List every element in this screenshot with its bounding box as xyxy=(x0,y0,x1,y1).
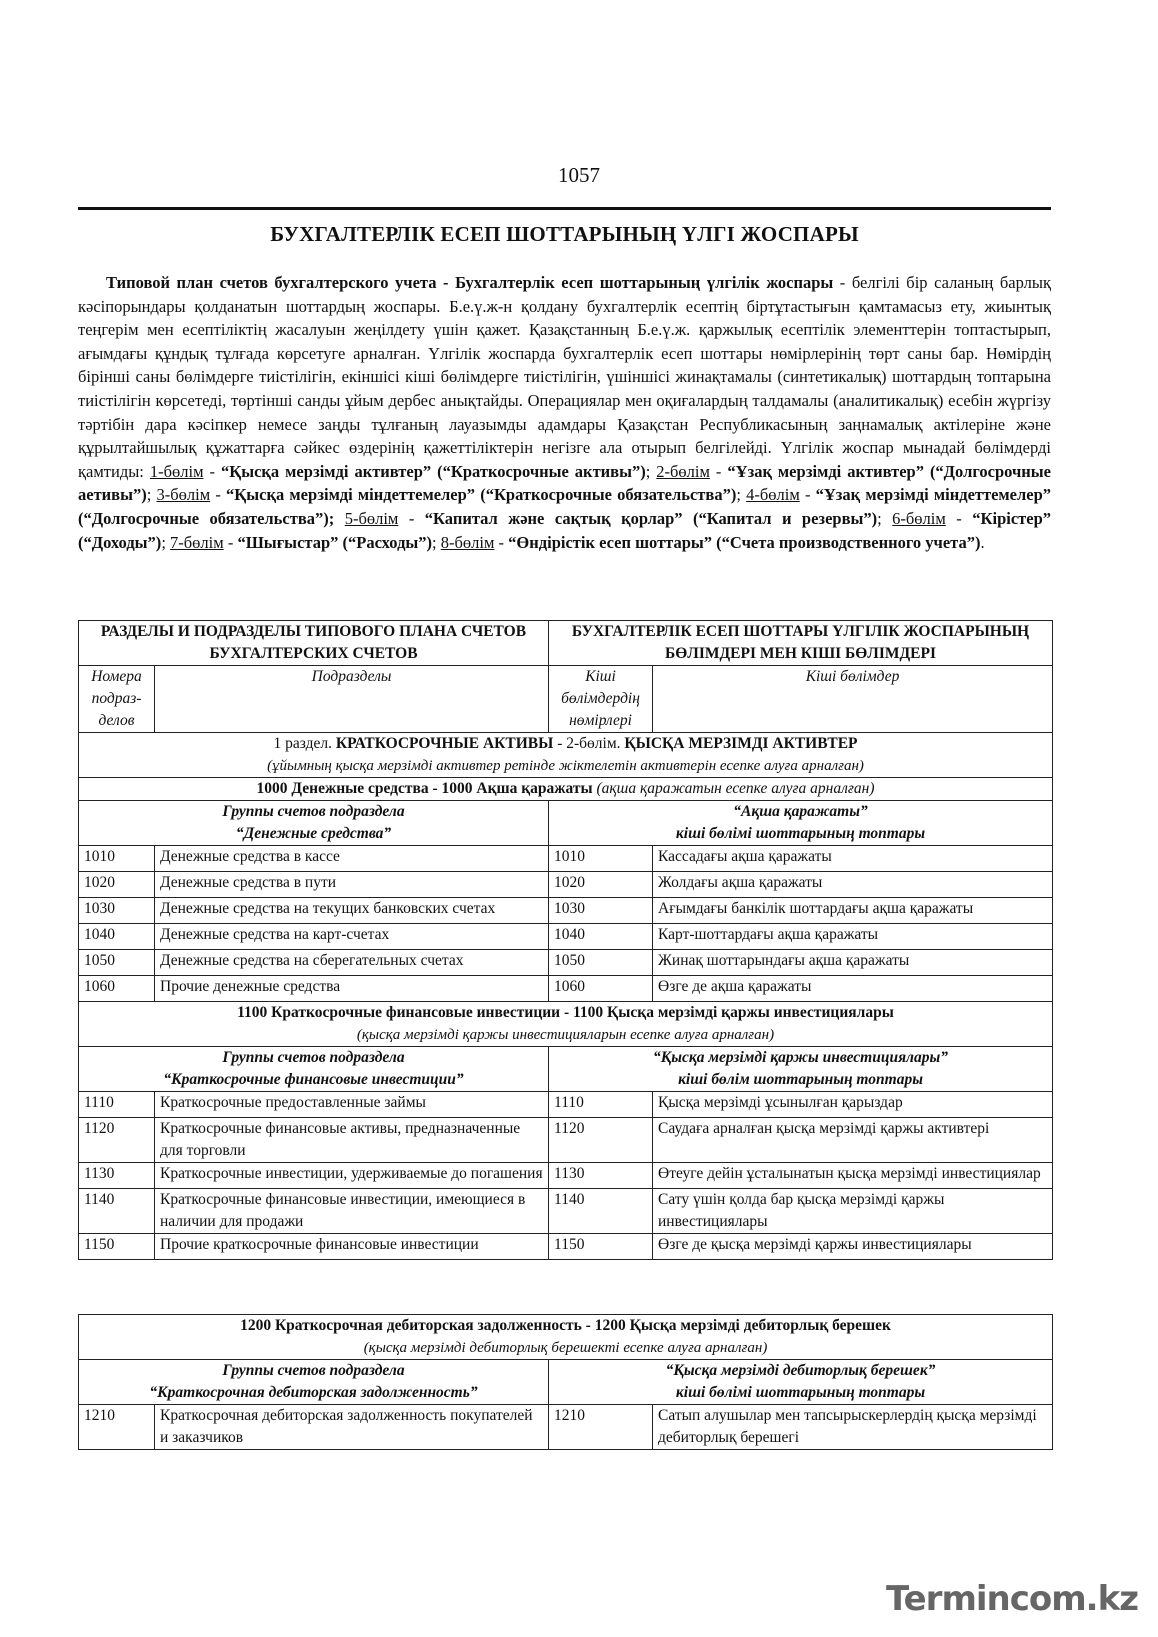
site-watermark-logo: Termincom.kz xyxy=(885,1579,1138,1619)
page-title: БУХГАЛТЕРЛІК ЕСЕП ШОТТАРЫНЫҢ ҮЛГІ ЖОСПАРЫ xyxy=(270,222,859,246)
account-number-kz: 1010 xyxy=(549,846,653,872)
col-name-ru: Подразделы xyxy=(155,666,549,733)
account-name-ru: Денежные средства на сберегательных счетах xyxy=(155,950,549,976)
group-subheading-ru: Группы счетов подраздела “Краткосрочная дебиторская задолженность” xyxy=(79,1360,549,1405)
section-link-2[interactable]: 2-бөлім xyxy=(656,461,710,481)
header-ru: РАЗДЕЛЫ И ПОДРАЗДЕЛЫ ТИПОВОГО ПЛАНА СЧЕТОВ БУХГАЛТЕРСКИХ СЧЕТОВ xyxy=(79,621,549,666)
account-number-ru: 1040 xyxy=(79,924,155,950)
account-number-kz: 1120 xyxy=(549,1118,653,1163)
group-heading-1200: 1200 Краткосрочная дебиторская задолженность - 1200 Қысқа мерзімді дебиторлық берешек (қысқа мерзімді дебиторлық берешекті есепке алуға арналған) xyxy=(79,1315,1053,1360)
account-name-ru: Краткосрочная дебиторская задолженность покупателей и заказчиков xyxy=(155,1405,549,1450)
table-row xyxy=(79,898,1053,924)
account-number-ru: 1210 xyxy=(79,1405,155,1450)
account-name-ru: Краткосрочные финансовые активы, предназначенные для торговли xyxy=(155,1118,549,1163)
account-name-kz: Жолдағы ақша қаражаты xyxy=(653,872,1053,898)
group-1100-rows xyxy=(79,1092,1053,1260)
account-name-kz: Жинақ шоттарындағы ақша қаражаты xyxy=(653,950,1053,976)
table-row xyxy=(79,1234,1053,1260)
section-heading: 1 раздел. КРАТКОСРОЧНЫЕ АКТИВЫ - 2-бөлім. ҚЫСҚА МЕРЗІМДІ АКТИВТЕР (ұйымның қысқа мерзімді активтер ретінде жіктелетін активтерін есепке алуға арналған) xyxy=(79,733,1053,778)
account-number-kz: 1210 xyxy=(549,1405,653,1450)
account-number-kz: 1110 xyxy=(549,1092,653,1118)
intro-paragraph: Типовой план счетов бухгалтерского учета - Бухгалтерлік есеп шоттарының үлгілік жоспары - белгілі бір саланың барлық кәсіпорындары қолданатын шоттардың жоспары. Б.е.ү.ж-н қолдану бухгалтерлік есептің біртұтастығын қамтамасыз ету, жиынтық теңгерім мен есептіліктің жасалуын жеңілдету үшін қажет. Қазақстанның Б.е.ү.ж. қаржылық есептілік элементтерін топтастырып, ағымдағы құндық тұлғада көрсетуге арналған. Үлгілік жоспарда бухгалтерлік есеп шоттары нөмірлерінің төрт саны бар. Нөмірдің бірінші саны бөлімдерге тиістілігін, екіншісі кіші бөлімдерге тиістілігін, үшіншісі жинақтамалы (синтетикалық) шоттардың топтарына тиістілігін көрсетеді, төртінші санды ұйым дербес анықтайды. Операциялар мен оқиғалардың талдамалы (аналитикалық) есебін жүргізу тәртібін дара кәсіпкер немесе заңды тұлғаның лауазымды адамдары Қазақстан Республикасының заңнамалық актілеріне және құрылтайшылық құжаттарға сәйкес өздерінің қажеттіліктерін негізге ала отырып белгілейді. Үлгілік жоспар мынадай бөлімдерді қамтиды: 1-бөлім - “Қысқа мерзімді активтер” (“Краткосрочные активы”); 2-бөлім - “Ұзақ мерзімді активтер” (“Долгосрочные аетивы”); 3-бөлім - “Қысқа мерзімді міндеттемелер” (“Краткосрочные обязательства”); 4-бөлім - “Ұзақ мерзімді міндеттемелер” (“Долгосрочные обязательства”); 5-бөлім - “Капитал және сақтық қорлар” (“Капитал и резервы”); 6-бөлім - “Кірістер” (“Доходы”); 7-бөлім - “Шығыстар” (“Расходы”); 8-бөлім - “Өндірістік есеп шоттары” (“Счета производственного учета”). xyxy=(78,273,1052,552)
section-link-5[interactable]: 5-бөлім xyxy=(344,508,399,528)
account-name-kz: Сатып алушылар мен тапсырыскерлердің қысқа мерзімді дебиторлық берешегі xyxy=(653,1405,1053,1450)
table-row xyxy=(79,950,1053,976)
account-number-kz: 1060 xyxy=(549,976,653,1002)
account-number-ru: 1130 xyxy=(79,1163,155,1189)
account-name-kz: Өзге де ақша қаражаты xyxy=(653,976,1053,1002)
account-name-ru: Денежные средства на карт-счетах xyxy=(155,924,549,950)
group-1000-rows xyxy=(79,846,1053,1002)
col-name-kz: Кіші бөлімдер xyxy=(653,666,1053,733)
table-row xyxy=(79,1118,1053,1163)
term-ru: Типовой план счетов бухгалтерского учета xyxy=(106,273,437,292)
account-name-ru: Краткосрочные предоставленные займы xyxy=(155,1092,549,1118)
account-name-kz: Өтеуге дейін ұсталынатын қысқа мерзімді инвестициялар xyxy=(653,1163,1053,1189)
account-number-kz: 1150 xyxy=(549,1234,653,1260)
account-number-ru: 1140 xyxy=(79,1189,155,1234)
table-row xyxy=(79,846,1053,872)
table-row xyxy=(79,1163,1053,1189)
table-row xyxy=(79,924,1053,950)
group-subheading-ru: Группы счетов подраздела “Краткосрочные финансовые инвестиции” xyxy=(79,1047,549,1092)
header-rule xyxy=(78,207,1051,210)
section-link-7[interactable]: 7-бөлім xyxy=(170,532,224,552)
col-num-kz: Кіші бөлімдердің нөмірлері xyxy=(549,666,653,733)
account-number-ru: 1020 xyxy=(79,872,155,898)
group-subheading-kz: “Қысқа мерзімді дебиторлық берешек” кіші бөлімі шоттарының топтары xyxy=(549,1360,1053,1405)
definition-text: - белгілі бір саланың барлық кәсіпорындары қолданатын шоттардың жоспары. Б.е.ү.ж-н қолдану бухгалтерлік есептің біртұтастығын қамтамасыз ету, жиынтық теңгерім мен есептіліктің жасалуын жеңілдету үшін қажет. Қазақстанның Б.е.ү.ж. қаржылық есептілік элементтерін топтастырып, ағымдағы құндық тұлғада көрсетуге арналған. Үлгілік жоспарда бухгалтерлік есеп шоттары нөмірлерінің төрт саны бар. Нөмірдің бірінші саны бөлімдерге тиістілігін, екіншісі кіші бөлімдерге тиістілігін, үшіншісі жинақтамалы (синтетикалық) шоттардың топтарына тиістілігін көрсетеді, төртінші санды ұйым дербес анықтайды. Операциялар мен оқиғалардың талдамалы (аналитикалық) есебін жүргізу тәртібін дара кәсіпкер немесе заңды тұлғаның лауазымды адамдары Қазақстан Республикасының заңнамалық актілеріне және құрылтайшылық құжаттарға сәйкес өздерінің қажеттіліктерін негізге ала отырып белгілейді. Үлгілік жоспар мынадай бөлімдерді қамтиды: xyxy=(78,273,1051,481)
section-link-8[interactable]: 8-бөлім xyxy=(440,532,495,552)
account-number-kz: 1040 xyxy=(549,924,653,950)
table-row xyxy=(79,1189,1053,1234)
account-name-ru: Денежные средства в пути xyxy=(155,872,549,898)
account-number-kz: 1030 xyxy=(549,898,653,924)
account-name-kz: Қысқа мерзімді ұсынылған қарыздар xyxy=(653,1092,1053,1118)
table-row xyxy=(79,872,1053,898)
section-link-6[interactable]: 6-бөлім xyxy=(892,508,946,528)
table-row xyxy=(79,1092,1053,1118)
account-name-kz: Сату үшін қолда бар қысқа мерзімді қаржы инвестициялары xyxy=(653,1189,1053,1234)
account-number-ru: 1150 xyxy=(79,1234,155,1260)
account-name-ru: Краткосрочные инвестиции, удерживаемые до погашения xyxy=(155,1163,549,1189)
account-name-kz: Кассадағы ақша қаражаты xyxy=(653,846,1053,872)
account-name-ru: Денежные средства в кассе xyxy=(155,846,549,872)
account-name-kz: Карт-шоттардағы ақша қаражаты xyxy=(653,924,1053,950)
section-link-4[interactable]: 4-бөлім xyxy=(746,485,800,505)
group-subheading-kz: “Қысқа мерзімді қаржы инвестициялары” кіші бөлім шоттарының топтары xyxy=(549,1047,1053,1092)
account-name-kz: Ағымдағы банкілік шоттардағы ақша қаражаты xyxy=(653,898,1053,924)
account-number-ru: 1050 xyxy=(79,950,155,976)
account-number-ru: 1010 xyxy=(79,846,155,872)
header-kz: БУХГАЛТЕРЛІК ЕСЕП ШОТТАРЫ ҮЛГІЛІК ЖОСПАРЫНЫҢ БӨЛІМДЕРІ МЕН КІШІ БӨЛІМДЕРІ xyxy=(549,621,1053,666)
group-subheading-ru: Группы счетов подраздела “Денежные средства” xyxy=(79,801,549,846)
account-name-kz: Саудаға арналған қысқа мерзімді қаржы активтері xyxy=(653,1118,1053,1163)
accounts-plan-table xyxy=(78,620,1053,1260)
account-name-ru: Краткосрочные финансовые инвестиции, имеющиеся в наличии для продажи xyxy=(155,1189,549,1234)
account-number-kz: 1050 xyxy=(549,950,653,976)
accounts-plan-table-continued xyxy=(78,1314,1053,1450)
group-1200-rows xyxy=(79,1405,1053,1450)
section-link-1[interactable]: 1-бөлім xyxy=(149,461,204,481)
table-row xyxy=(79,976,1053,1002)
page-number: 1057 xyxy=(558,163,600,187)
col-num-ru: Номера подраз-делов xyxy=(79,666,155,733)
account-name-ru: Прочие краткосрочные финансовые инвестиции xyxy=(155,1234,549,1260)
section-link-3[interactable]: 3-бөлім xyxy=(156,485,211,505)
account-number-ru: 1060 xyxy=(79,976,155,1002)
account-number-kz: 1130 xyxy=(549,1163,653,1189)
account-number-kz: 1140 xyxy=(549,1189,653,1234)
account-name-ru: Прочие денежные средства xyxy=(155,976,549,1002)
account-number-kz: 1020 xyxy=(549,872,653,898)
account-number-ru: 1030 xyxy=(79,898,155,924)
group-heading-1100: 1100 Краткосрочные финансовые инвестиции - 1100 Қысқа мерзімді қаржы инвестициялары (қысқа мерзімді қаржы инвестицияларын есепке алуға арналған) xyxy=(79,1002,1053,1047)
account-number-ru: 1120 xyxy=(79,1118,155,1163)
group-heading-1000: 1000 Денежные средства - 1000 Ақша қаражаты (ақша қаражатын есепке алуға арналған) xyxy=(79,778,1053,801)
table-row xyxy=(79,1405,1053,1450)
term-kz: Бухгалтерлік есеп шоттарының үлгілік жоспары xyxy=(455,273,834,292)
account-name-ru: Денежные средства на текущих банковских счетах xyxy=(155,898,549,924)
account-name-kz: Өзге де қысқа мерзімді қаржы инвестициялары xyxy=(653,1234,1053,1260)
group-subheading-kz: “Ақша қаражаты” кіші бөлімі шоттарының топтары xyxy=(549,801,1053,846)
account-number-ru: 1110 xyxy=(79,1092,155,1118)
